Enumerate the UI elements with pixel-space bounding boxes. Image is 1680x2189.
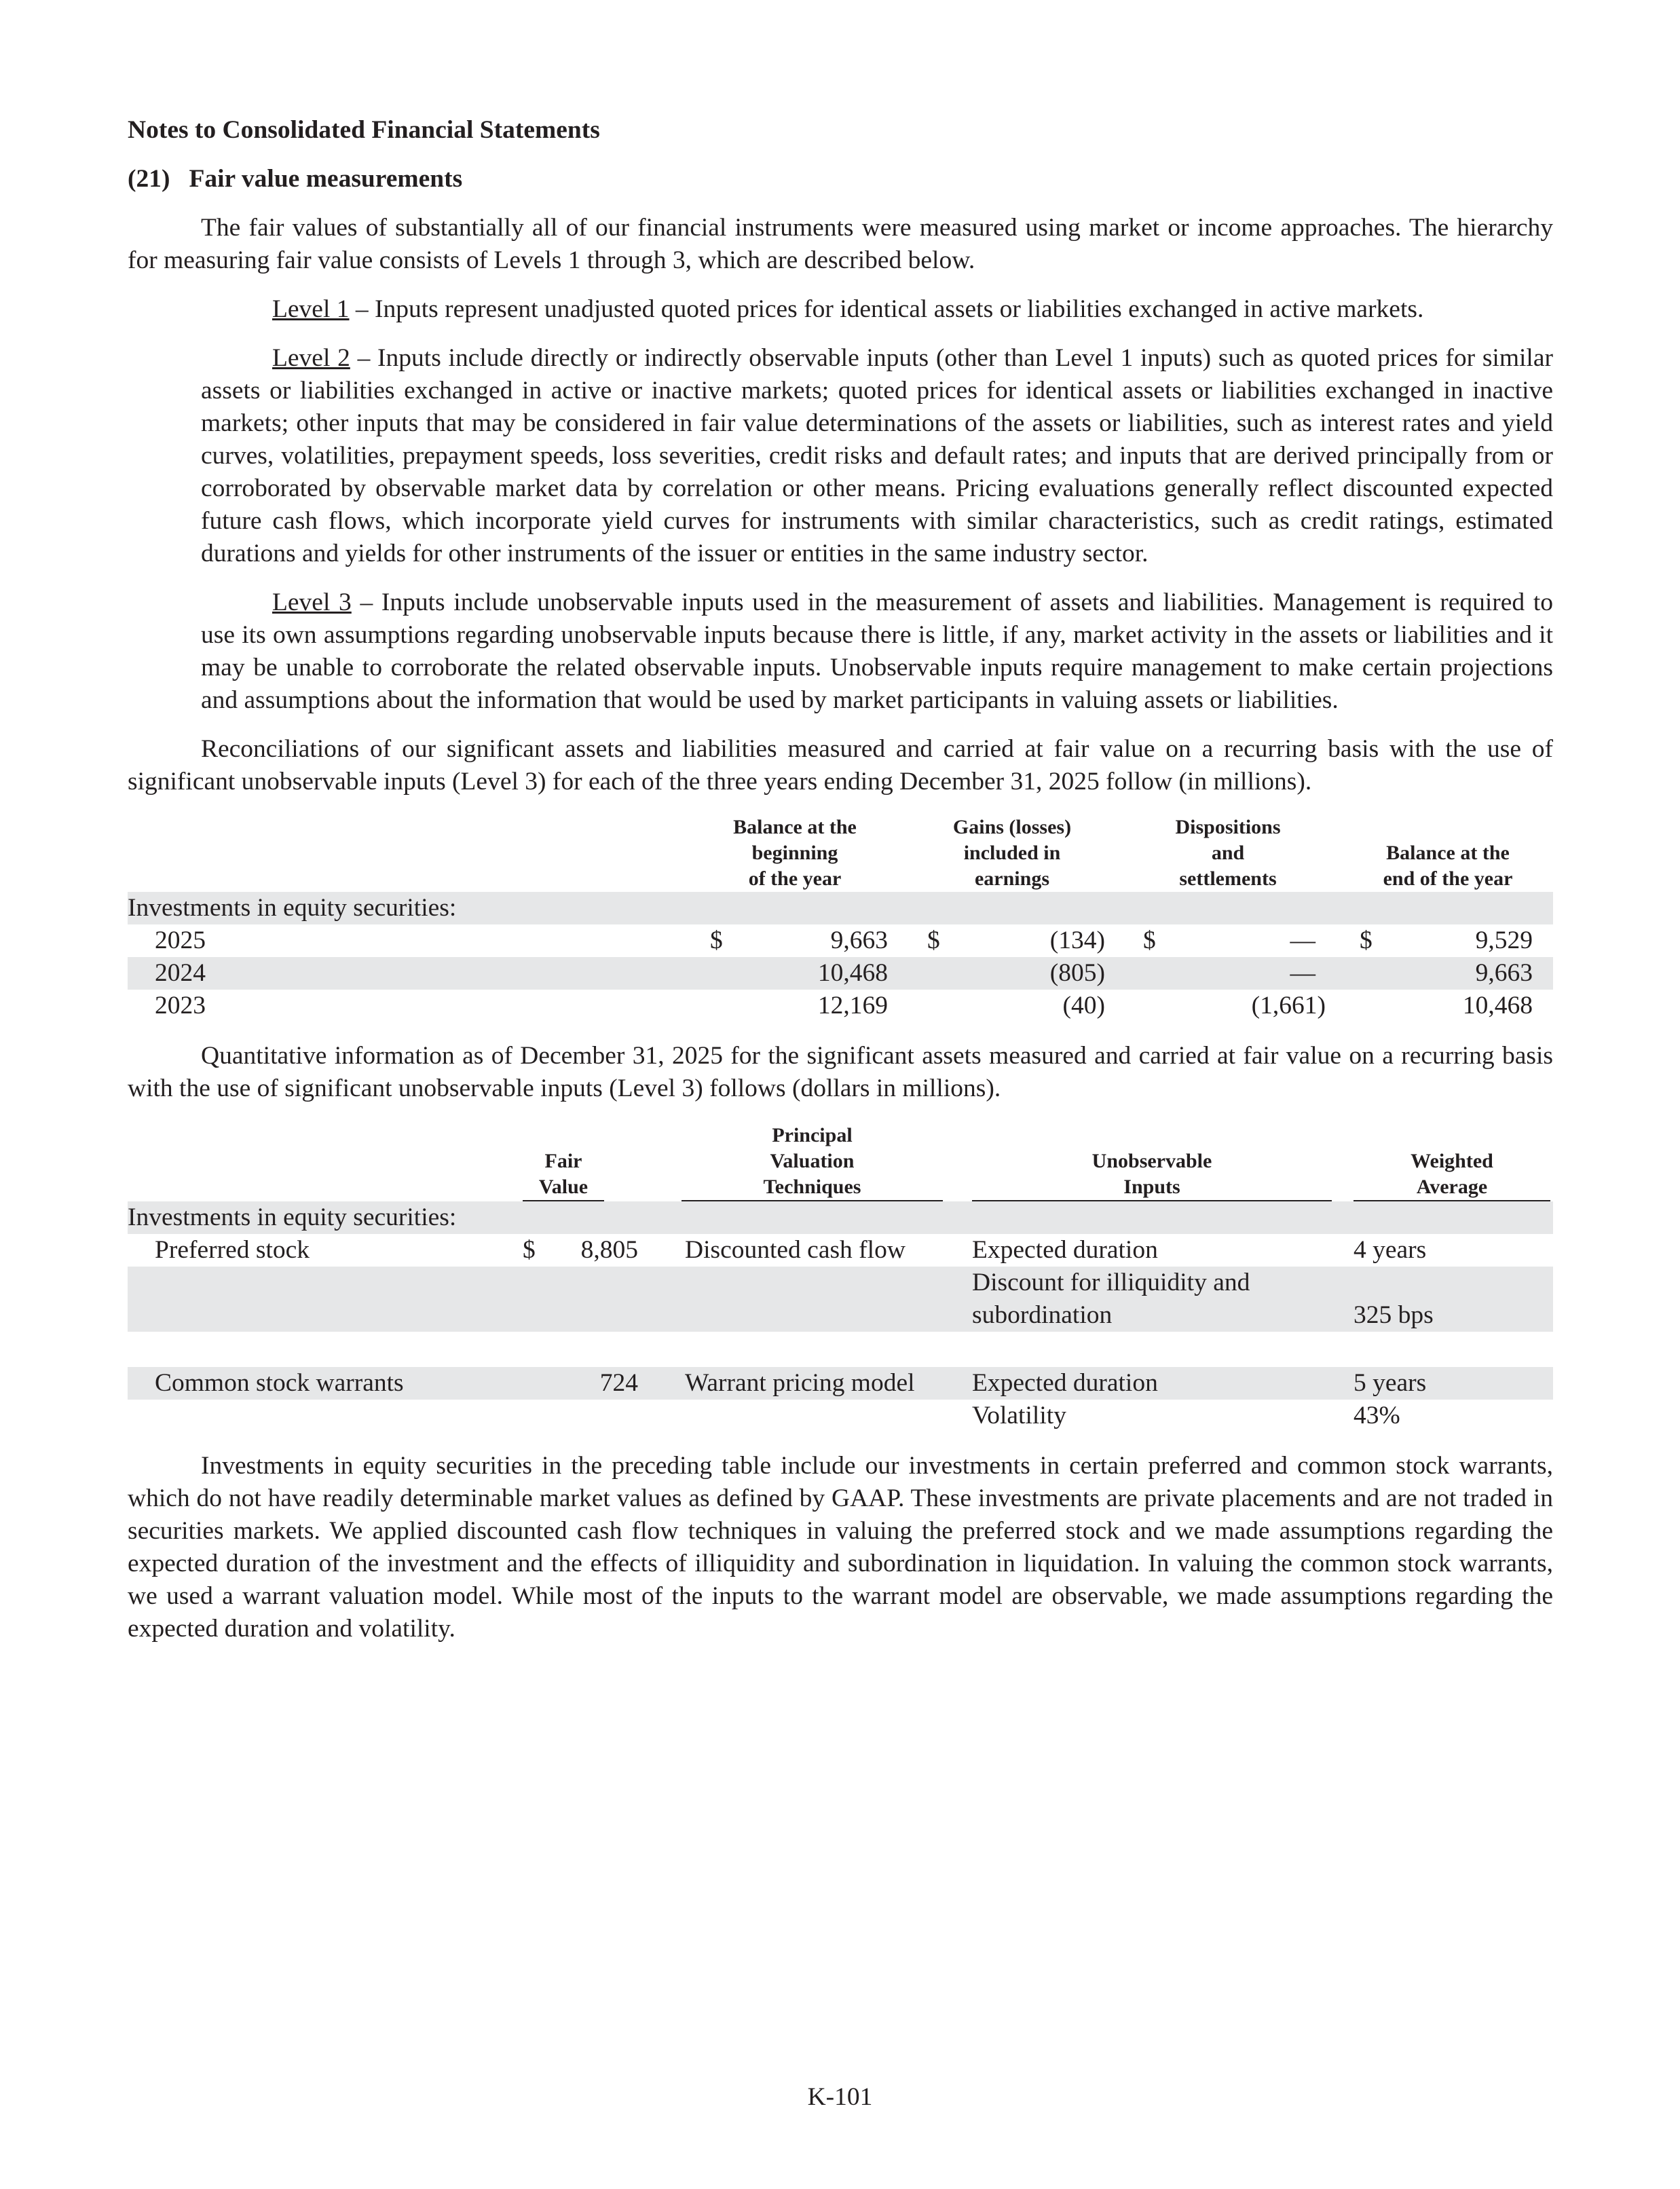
balance-beginning-value: 12,169 (817, 992, 888, 1019)
level3-reconciliation-table (128, 815, 1553, 1022)
group-label: Investments in equity securities: (128, 1203, 457, 1231)
notes-title: Notes to Consolidated Financial Statements (128, 116, 600, 144)
col-header-weighted-average: Weighted Average (1354, 1148, 1550, 1202)
currency-symbol: $ (523, 1236, 536, 1264)
dispositions-value: — (1290, 927, 1315, 954)
fair-value: 724 (599, 1369, 638, 1397)
unobservable-input-line1: Discount for illiquidity and (972, 1269, 1250, 1296)
currency-symbol: $ (927, 927, 940, 954)
quantitative-inputs-table (128, 1123, 1553, 1432)
col-header-balance-end: Balance at the end of the year (1360, 840, 1536, 894)
unobservable-input-line2: subordination (972, 1301, 1113, 1329)
gains-losses-value: (40) (1062, 992, 1105, 1019)
col-header-fair-value: Fair Value (523, 1148, 604, 1202)
currency-symbol: $ (710, 927, 723, 954)
col-header-valuation-techniques: Principal Valuation Techniques (682, 1123, 943, 1202)
table-group-row (128, 892, 1553, 924)
document-page (128, 114, 1553, 1645)
closing-paragraph: Investments in equity securities in the preceding table include our investments in certain preferred and common stock warrants, which do not have readily determinable market values as defined by GAAP. These investments are private placements and are not traded in securities markets. We applied discounted cash flow techniques in valuing the preferred stock and we made assumptions regarding the expected duration of the investment and the effects of illiquidity and subordination in liquidation. In valuing the common stock warrants, we used a warrant valuation model. While most of the inputs to the warrant model are observable, we made assumptions regarding the expected duration and volatility. (128, 1452, 1553, 1643)
table-row (128, 990, 1553, 1022)
unobservable-input: Expected duration (972, 1236, 1158, 1264)
intro-paragraph: The fair values of substantially all of our financial instruments were measured using market or income approaches. The hierarchy for measuring fair value consists of Levels 1 through 3, which are described below. (128, 214, 1553, 274)
level-3-paragraph (201, 586, 1553, 717)
fair-value: 8,805 (580, 1236, 638, 1264)
level-2-text: – Inputs include directly or indirectly observable inputs (other than Level 1 inputs) such as quoted prices for similar assets or liabilities exchanged in active or inactive markets; quoted prices for identical assets or liabilities exchanged in inactive markets; other inputs that may be considered in fair value determinations of the assets or liabilities, such as interest rates and yield curves, volatilities, prepayment speeds, loss severities, credit risks and default rates; and inputs that are derived principally from or corroborated by observable market data by correlation or other means. Pricing evaluations generally reflect discounted expected future cash flows, which incorporate yield curves for instruments with similar characteristics, such as credit ratings, estimated durations and yields for other instruments of the issuer or entities in the same industry sector. (201, 344, 1553, 567)
table-group-row (128, 1201, 1553, 1234)
balance-end-value: 10,468 (1462, 992, 1533, 1019)
table-row (128, 1367, 1553, 1400)
balance-beginning-value: 10,468 (817, 959, 888, 987)
gains-losses-value: (805) (1049, 959, 1105, 987)
balance-beginning-value: 9,663 (830, 927, 888, 954)
table-spacer-row (128, 1332, 1553, 1367)
section-number: (21) (128, 165, 170, 193)
section-heading (128, 163, 1553, 195)
level-3-text: – Inputs include unobservable inputs used in the measurement of assets and liabilities. Management is required to use its own assumptions regarding unobservable inputs because there is little, if any, market activity in the assets or liabilities and it may be unable to corroborate the related observable inputs. Unobservable inputs require management to make certain projections and assumptions about the information that would be used by market participants in valuing assets or liabilities. (201, 588, 1553, 714)
year-label: 2023 (155, 992, 206, 1019)
table-header-row (128, 1123, 1553, 1201)
weighted-average: 5 years (1354, 1369, 1427, 1397)
asset-label: Common stock warrants (155, 1369, 404, 1397)
quantitative-intro: Quantitative information as of December 31, 2025 for the significant assets measured and carried at fair value on a recurring basis with the use of significant unobservable inputs (Level 3) follows (dollars in millions). (128, 1042, 1553, 1102)
weighted-average: 43% (1354, 1402, 1400, 1429)
weighted-average: 4 years (1354, 1236, 1427, 1264)
level-2-paragraph (201, 342, 1553, 570)
level-1-label: Level 1 (272, 295, 350, 323)
level-1-paragraph (201, 293, 1553, 326)
level-1-text: – Inputs represent unadjusted quoted prices for identical assets or liabilities exchanged in active markets. (349, 295, 1424, 323)
currency-symbol: $ (1143, 927, 1156, 954)
dispositions-value: — (1290, 959, 1315, 987)
table-row (128, 1234, 1553, 1267)
table-row (128, 1400, 1553, 1432)
col-header-dispositions: Dispositions and settlements (1143, 815, 1313, 894)
valuation-technique: Discounted cash flow (685, 1236, 906, 1264)
weighted-average: 325 bps (1354, 1301, 1434, 1329)
table-row (128, 1267, 1553, 1332)
currency-symbol: $ (1360, 927, 1373, 954)
table-header-row (128, 815, 1553, 892)
balance-end-value: 9,663 (1475, 959, 1533, 987)
gains-losses-value: (134) (1049, 927, 1105, 954)
section-title: Fair value measurements (189, 165, 463, 193)
balance-end-value: 9,529 (1475, 927, 1533, 954)
level-3-label: Level 3 (272, 588, 352, 616)
unobservable-input: Volatility (972, 1402, 1066, 1429)
col-header-unobservable-inputs: Unobservable Inputs (972, 1148, 1332, 1202)
asset-label: Preferred stock (155, 1236, 310, 1264)
col-header-gains-losses: Gains (losses) included in earnings (927, 815, 1097, 894)
table-row (128, 957, 1553, 990)
page-number: K-101 (807, 2083, 873, 2111)
group-label: Investments in equity securities: (128, 894, 457, 922)
table-row (128, 924, 1553, 957)
year-label: 2024 (155, 959, 206, 987)
year-label: 2025 (155, 927, 206, 954)
level-2-label: Level 2 (272, 344, 350, 372)
unobservable-input: Expected duration (972, 1369, 1158, 1397)
col-header-balance-beginning: Balance at the beginning of the year (710, 815, 880, 894)
valuation-technique: Warrant pricing model (685, 1369, 915, 1397)
reconciliation-intro: Reconciliations of our significant assets and liabilities measured and carried at fair value on a recurring basis with the use of significant unobservable inputs (Level 3) for each of the three years ending December 31, 2025 follow (in millions). (128, 735, 1553, 796)
dispositions-value: (1,661) (1251, 992, 1326, 1019)
